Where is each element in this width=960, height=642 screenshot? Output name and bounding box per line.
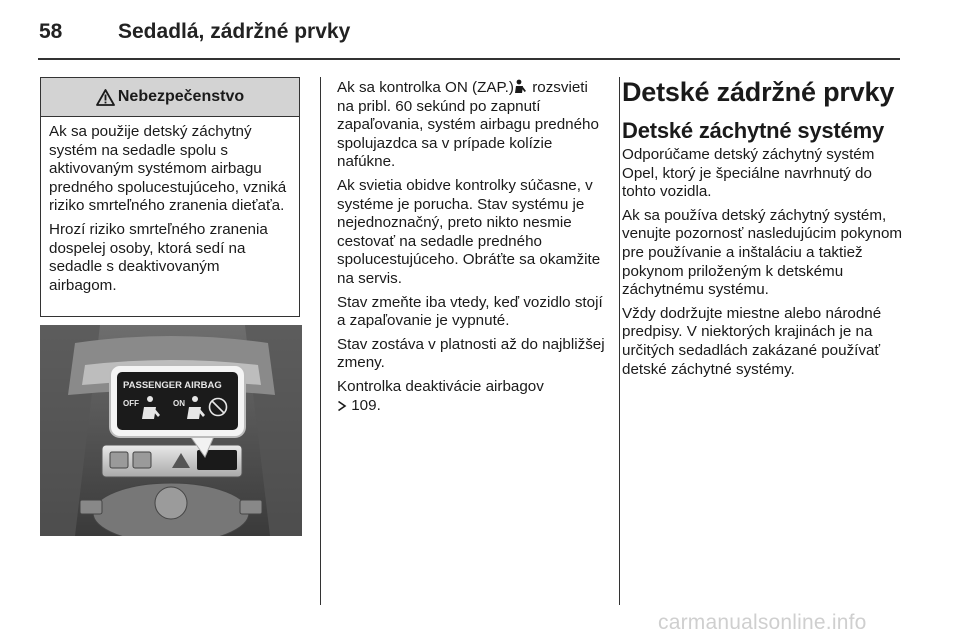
paragraph: Stav zostáva v platnosti až do najbližšej zmeny. [337,335,605,372]
header-rule [38,58,900,60]
warning-triangle-icon [96,89,115,106]
column-divider-left [320,77,321,605]
paragraph: Stav zmeňte iba vtedy, keď vozidlo stojí a zapaľovanie je vypnuté. [337,293,603,330]
warning-paragraph: Ak sa použije detský záchytný systém na sedadle spolu s aktivovaným systémom airbagu predného spolucestujúceho, vzniká riziko smrteľného zranenia dieťaťa. [49,123,287,215]
reference-page-link[interactable]: 109. [351,396,381,414]
page-number: 58 [39,20,63,43]
column-right [622,76,907,384]
airbag-on-icon [514,79,528,94]
paragraph-text: rozsvieti na pribl. 60 sekúnd po zapnutí zapaľovania, systém airbagu predného spolujazdca sa v prípade kolízie nafúkne. [337,79,599,171]
section-subheading: Detské záchytné systémy [622,118,884,143]
paragraph: Ak sa používa detský záchytný systém, venujte pozornosť nasledujúcim pokynom pre používanie a inštaláciu a taktiež pokynom priloženým k detskému záchytnému systému. [622,206,903,299]
column-divider-right [619,77,620,605]
column-middle [337,79,607,420]
warning-header [41,78,299,117]
on-label: ON [173,399,185,408]
warning-body [41,117,299,295]
off-label: OFF [123,399,139,408]
page-header-title: Sedadlá, zádržné prvky [118,20,351,43]
paragraph [337,79,607,172]
watermark: carmanualsonline.info [658,611,867,634]
warning-paragraph: Hrozí riziko smrteľného zranenia dospelej osoby, ktorá sedí na sedadle s deaktivovaným airbagom. [49,220,268,294]
panel-label: PASSENGER AIRBAG [123,380,222,391]
section-heading: Detské zádržné prvky [622,77,895,107]
airbag-indicator-photo [40,325,302,536]
paragraph: Vždy dodržujte miestne alebo národné predpisy. V niektorých krajinách je na určitých sedadlách zakázané používať detské záchytné systémy. [622,304,882,378]
warning-title: Nebezpečenstvo [117,88,245,105]
paragraph-text: Ak sa kontrolka ON (ZAP.) [337,79,514,96]
page-reference-icon [337,400,347,412]
section-body [622,146,907,379]
reference-text: Kontrolka deaktivácie airbagov [337,377,544,395]
paragraph: Ak svietia obidve kontrolky súčasne, v systéme je porucha. Stav systému je nejednoznačný, preto nikto nesmie cestovať na sedadle predného spolucestujúceho. Obráťte sa okamžite na servis. [337,176,601,287]
paragraph [337,378,607,415]
warning-box [40,77,300,317]
paragraph: Odporúčame detský záchytný systém Opel, ktorý je špeciálne navrhnutý do tohto vozidla. [622,146,875,201]
